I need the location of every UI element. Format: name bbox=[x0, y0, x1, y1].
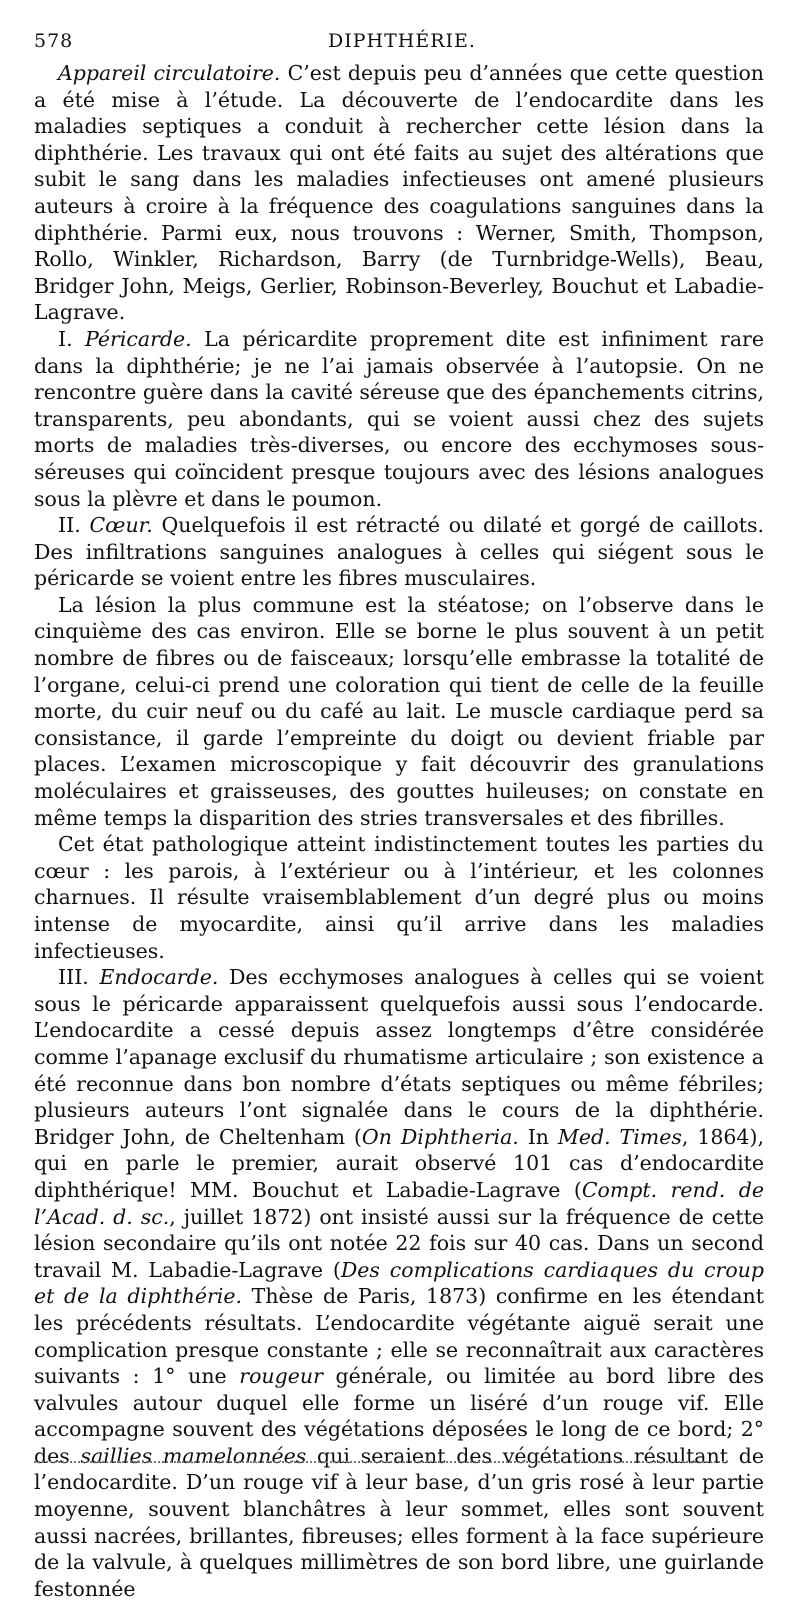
running-title: DIPHTHÉRIE. bbox=[328, 30, 476, 52]
italic-text-run: saillies mamelonnées bbox=[80, 1443, 307, 1468]
italic-text-run: Des complications cardiaques du croup et de la diphthérie. bbox=[34, 1257, 765, 1309]
text-run: La péricardite proprement dite est infiniment rare dans la diphthérie; je ne l’ai jamais observée à l’autopsie. On ne rencontre guère dans la cavité séreuse que des épanchements citrins, transparents, peu abondants, qui se voient aussi chez des sujets morts de maladies très-diverses, ou encore des ecchymoses sous-séreuses qui coïncident presque toujours avec des lésions analogues sous la plèvre et dans le poumon. bbox=[34, 326, 764, 511]
paragraph-coeur bbox=[34, 512, 764, 592]
paragraph-pericarde bbox=[34, 326, 764, 512]
italic-text-run: rougeur bbox=[239, 1364, 323, 1389]
text-run: , 1864), qui en parle le premier, aurait observé 101 cas d’endocardite diphthérique! MM. Bouchut et Labadie-Lagrave ( bbox=[34, 1124, 764, 1202]
italic-text-run: Med. Times bbox=[557, 1124, 682, 1149]
paragraph-steatose bbox=[34, 592, 764, 831]
text-run: générale, ou limitée au bord libre des valvules autour duquel elle forme un liséré d’un rouge vif. Elle accompagne souvent des végétations déposées le long de ce bord; 2° des bbox=[34, 1364, 764, 1468]
text-run: I. bbox=[58, 326, 86, 351]
page-header bbox=[34, 30, 770, 56]
text-run: qui seraient des végétations résultant de l’endocardite. D’un rouge vif à leur base, d’un gris rosé à leur partie moyenne, souvent blanchâtres à leur sommet, elles sont souvent aussi nacrées, brillantes, fibreuses; elles forment à la face supérieure de la valvule, à quelques millimètres de son bord libre, une guirlande festonnée bbox=[34, 1443, 764, 1601]
text-run: , juillet 1872) ont insisté aussi sur la fréquence de cette lésion secondaire qu’ils ont notée 22 fois sur 40 cas. Dans un second travail M. Labadie-Lagrave ( bbox=[34, 1204, 764, 1282]
text-run: La lésion la plus commune est la stéatose; on l’observe dans le cinquième des cas environ. Elle se borne le plus souvent à un petit nombre de fibres ou de faisceaux; lorsqu’elle embrasse la totalité de l’organe, celui-ci prend une coloration qui tient de celle de la feuille morte, du cuir neuf ou du café au lait. Le muscle cardiaque perd sa consistance, il garde l’empreinte du doigt ou devient friable par places. L’examen microscopique y fait découvrir des granulations moléculaires et graisseuses, des gouttes huileuses; on constate en même temps la disparition des stries transversales et des fibrilles. bbox=[34, 592, 764, 830]
italic-text-run: Cœur. bbox=[89, 513, 153, 538]
text-run: Quelquefois il est rétracté ou dilaté et gorgé de caillots. Des infiltrations sanguines analogues à celles qui siégent sous le péricarde se voient entre les fibres musculaires. bbox=[34, 513, 765, 591]
text-run: III. bbox=[58, 965, 100, 990]
text-run: In bbox=[518, 1124, 558, 1149]
text-run: C’est depuis peu d’années que cette question a été mise à l’étude. La découverte de l’endocardite dans les maladies septiques a conduit à rechercher cette lésion dans la diphthérie. Les travaux qui ont été faits au sujet des altérations que subit le sang dans les maladies infectieuses ont amené plusieurs auteurs à croire à la fréquence des coagulations sanguines dans la diphthérie. Parmi eux, nous trouvons : Werner, Smith, Thompson, Rollo, Winkler, Richardson, Barry (de Turnbridge-Wells), Beau, Bridger John, Meigs, Gerlier, Robinson-Beverley, Bouchut et Labadie-Lagrave. bbox=[34, 61, 765, 325]
page-number: 578 bbox=[34, 30, 74, 52]
text-run: Des ecchymoses analogues à celles qui se voient sous le péricarde apparaissent quelquefois aussi sous l’endocarde. L’endocardite a cessé depuis assez longtemps d’être considérée comme l’apanage exclusif du rhumatisme articulaire ; son existence a été reconnue dans bon nombre d’états septiques ou même fébriles; plusieurs auteurs l’ont signalée dans le cours de la diphthérie. Bridger John, de Cheltenham ( bbox=[34, 965, 765, 1149]
text-run: II. bbox=[58, 513, 90, 538]
paragraph-appareil-circulatoire bbox=[34, 60, 764, 326]
italic-text-run: Appareil circulatoire. bbox=[58, 61, 281, 85]
text-run: Cet état pathologique atteint indistinctement toutes les parties du cœur : les parois, à l’extérieur ou à l’intérieur, et les colonnes charnues. Il résulte vraisemblablement d’un degré plus ou moins intense de myocardite, ainsi qu’il arrive dans les maladies infectieuses. bbox=[34, 832, 764, 963]
body-text bbox=[34, 60, 764, 1602]
italic-text-run: Péricarde. bbox=[85, 326, 192, 351]
italic-text-run: Compt. rend. de l’Acad. d. sc. bbox=[34, 1177, 765, 1229]
paragraph-etat-pathologique bbox=[34, 831, 764, 964]
italic-text-run: On Diphtheria. bbox=[361, 1124, 519, 1149]
footer-dotted-rule bbox=[34, 1461, 724, 1463]
paragraph-endocarde bbox=[34, 964, 764, 1602]
text-run: Thèse de Paris, 1873) confirme en les étendant les précédents résultats. L’endocardite végétante aiguë serait une complication presque constante ; elle se reconnaîtrait aux caractères suivants : 1° une bbox=[34, 1284, 764, 1389]
italic-text-run: Endocarde. bbox=[99, 965, 219, 990]
